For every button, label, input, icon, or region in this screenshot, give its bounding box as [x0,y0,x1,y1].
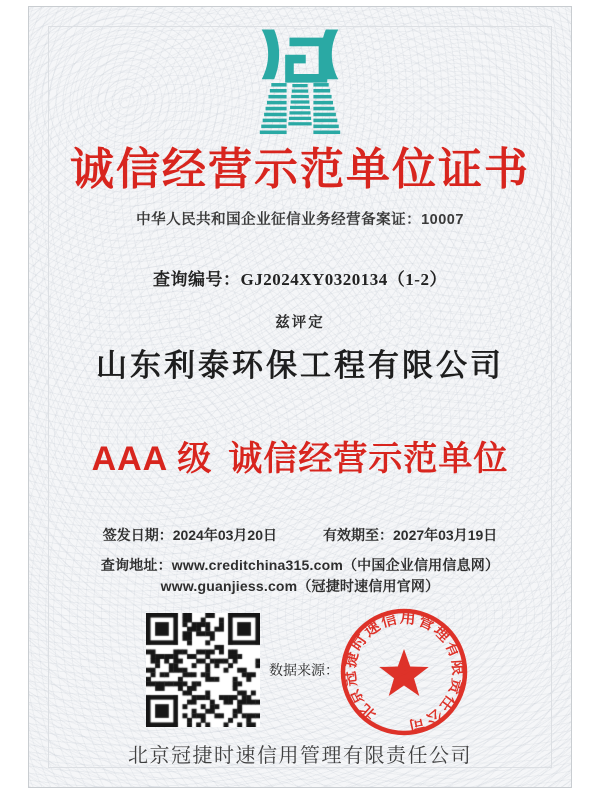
query-number-label: 查询编号： [153,270,241,289]
logo-container [29,29,571,144]
seal-circular-text: 北京冠捷时速信用管理有限责任公司 [341,609,467,735]
rating-title: 诚信经营示范单位 [228,440,509,478]
certificate-title: 诚信经营示范单位证书 [70,145,530,194]
company-name: 山东利泰环保工程有限公司 [96,348,504,383]
certificate-body [28,6,572,788]
valid-until: 有效期至：2027年03月19日 [323,527,498,543]
seal-star-icon [379,649,428,696]
company-seal [336,604,472,740]
query-number-line [29,265,571,290]
issue-date: 签发日期：2024年03月20日 [102,527,277,543]
qr-code [146,613,260,727]
query-address-line1: 查询地址：www.creditchina315.com（中国企业信用信息网） [100,557,500,573]
gh-monogram-logo-icon [233,29,367,139]
issuer-company: 北京冠捷时速信用管理有限责任公司 [128,745,472,767]
hereby-text: 兹评定 [275,315,325,331]
data-source-label: 数据来源： [269,664,339,679]
record-license-subtitle: 中华人民共和国企业征信业务经营备案证：10007 [136,212,464,228]
dates-row [29,525,571,545]
query-number-value: GJ2024XY0320134（1-2） [240,270,447,289]
rating-grade: AAA 级 [91,440,213,478]
query-address-line2: www.guanjiess.com（冠捷时速信用官网） [160,578,440,594]
rating-line [29,431,571,480]
